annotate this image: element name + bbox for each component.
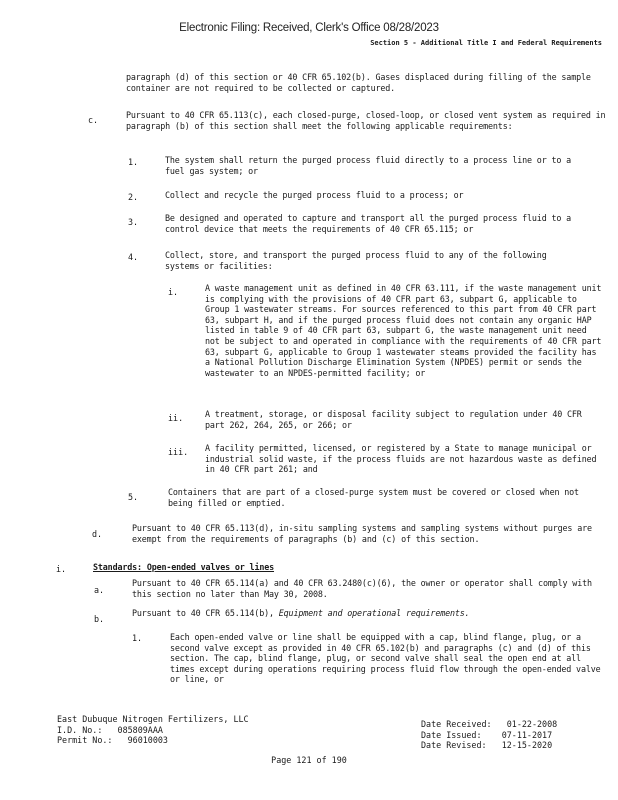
section-i-a-label: a. [94,585,105,595]
section-i-a-text: Pursuant to 40 CFR 65.114(a) and 40 CFR 63.2480(c)(6), the owner or operator shall comply with this section no later than May 30, 2008. [132,578,597,599]
footer-permit [57,735,249,746]
section-i-b-text [132,608,602,619]
section-i-b-italic: Equipment and operational requirements. [278,608,470,618]
c4-text: Collect, store, and transport the purged process fluid to any of the following systems or facilities: [165,250,552,271]
roman-iii-label: iii. [168,447,189,457]
roman-i-label: i. [168,287,179,297]
footer-issued-value: 07-11-2017 [501,729,553,740]
item-d-label: d. [92,529,103,539]
footer-right [421,719,557,751]
footer-id-label: I.D. No.: [57,724,103,735]
footer-received-value: 01-22-2008 [506,719,558,729]
footer-permit-value: 96010003 [127,735,168,746]
section-i-b1-label: 1. [132,633,143,643]
c5-text: Containers that are part of a closed-purge system must be covered or closed when not being filled or emptied. [168,487,584,508]
c1-label: 1. [128,157,139,167]
footer-received-label: Date Received: [421,719,492,729]
c1-text: The system shall return the purged process fluid directly to a process line or to a fuel gas system; or [165,155,576,176]
roman-ii-label: ii. [168,413,184,423]
roman-i-text: A waste management unit as defined in 40 CFR 63.111, if the waste management unit is complying with the provisions of 40 CFR part 63, subpart G, applicable to Group 1 wastewater streams. For sources referenced to this part from 40 CFR part 63, subpart H, and if the purged process fluid does not contain any organic HAP listed in table 9 of 40 CFR part 63, subpart G, the waste management unit need not be subject to and operated in compliance with the requirements of 40 CFR part 63, subpart G, applicable to Group 1 wastewater steams provided the facility has a National Pollution Discharge Elimination System (NPDES) permit or sends the wastewater to an NPDES-permitted facility; or [205,283,607,378]
c4-label: 4. [128,252,139,262]
page-number: Page 121 of 190 [271,755,347,765]
item-c-text: Pursuant to 40 CFR 65.113(c), each closed-purge, closed-loop, or closed vent system as required in paragraph (b) of this section shall meet the following applicable requirements: [126,110,611,131]
filing-stamp: Electronic Filing: Received, Clerk's Office 08/28/2023 [179,22,439,34]
footer-id-value: 085809AAA [117,724,163,735]
footer-revised-label: Date Revised: [421,740,487,751]
item-c-label: c. [88,115,99,125]
roman-iii-text: A facility permitted, licensed, or registered by a State to manage municipal or industrial solid waste, if the process fluids are not hazardous waste as defined in 40 CFR part 261; and [205,443,602,475]
footer-received [421,719,557,730]
roman-ii-text: A treatment, storage, or disposal facility subject to regulation under 40 CFR part 262, 264, 265, or 266; or [205,409,587,430]
footer-revised [421,740,557,751]
section-header: Section 5 - Additional Title I and Federal Requirements [370,39,602,47]
footer-permit-label: Permit No.: [57,735,113,746]
c2-label: 2. [128,192,139,202]
footer-left [57,714,249,746]
item-d-text: Pursuant to 40 CFR 65.113(d), in-situ sampling systems and sampling systems without purges are exempt from the requirements of paragraphs (b) and (c) of this section. [132,523,597,544]
section-i-b-label: b. [94,614,105,624]
c2-text: Collect and recycle the purged process fluid to a process; or [165,190,464,200]
section-i-heading: Standards: Open-ended valves or lines [93,562,275,572]
c3-text: Be designed and operated to capture and transport all the purged process fluid to a control device that meets the requirements of 40 CFR 65.115; or [165,213,576,234]
footer-issued-label: Date Issued: [421,729,482,740]
footer-company: East Dubuque Nitrogen Fertilizers, LLC [57,714,249,724]
continuation-paragraph: paragraph (d) of this section or 40 CFR 65.102(b). Gases displaced during filling of the sample container are not required to be collected or captured. [126,72,596,93]
c3-label: 3. [128,217,139,227]
section-i-label: i. [56,564,67,574]
footer-issued [421,730,557,741]
c5-label: 5. [128,492,139,502]
section-i-b-prefix: Pursuant to 40 CFR 65.114(b), [132,608,279,618]
footer-revised-value: 12-15-2020 [501,740,553,751]
footer-id [57,725,249,736]
section-i-b1-text: Each open-ended valve or line shall be equipped with a cap, blind flange, plug, or a second valve except as provided in 40 CFR 65.102(b) and paragraphs (c) and (d) of this section. The cap, blind flange, plug, or second valve shall seal the open end at all times except during operations requiring process fluid flow through the open-ended valve or line, or [170,632,606,685]
